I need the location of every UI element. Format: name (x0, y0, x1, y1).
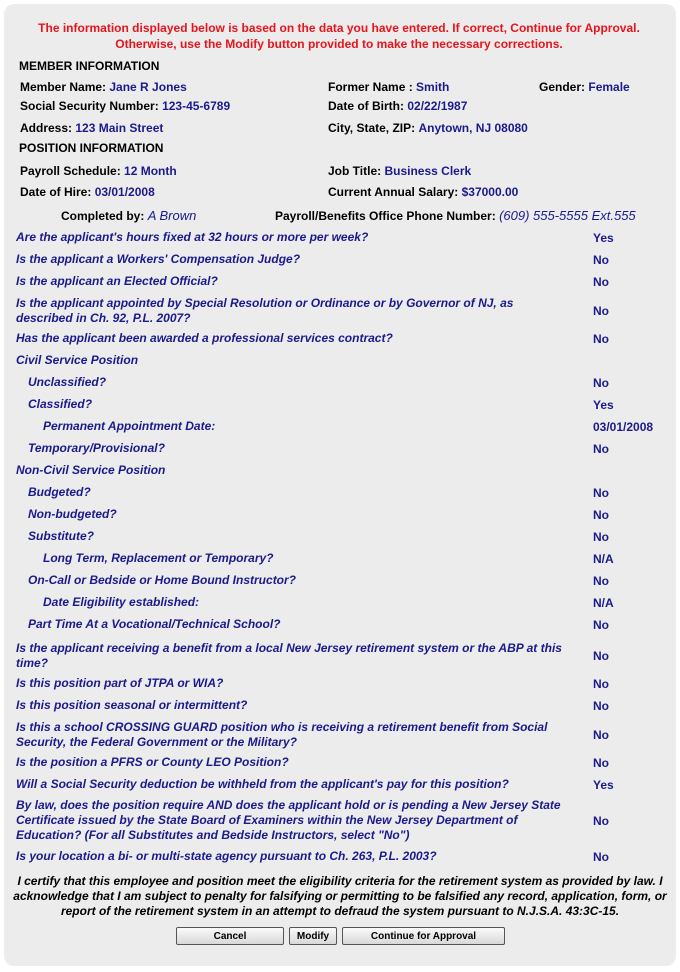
job-title-row (328, 164, 471, 178)
completed-by-value: A Brown (147, 208, 197, 223)
answer-social-security: Yes (593, 778, 614, 792)
question-workers-comp: Is the applicant a Workers' Compensation Judge? (16, 252, 301, 266)
answer-state-certificate: No (593, 814, 609, 828)
certification-text: I certify that this employee and position meet the eligibility criteria for the retirement system as provided by law. I acknowledge that I am subject to penalty for falsifying or permitting to be falsified any record, application, form, or report of the retirement system in an attempt to defraud the system pursuant to N.J.S.A. 43:3C-15. (13, 874, 667, 918)
answer-special-resolution: No (593, 304, 609, 318)
answer-receiving-benefit: No (593, 649, 609, 663)
question-state-certificate: By law, does the position require AND does the applicant hold or is pending a New Jersey State Certificate issued by the State Board of Examiners within the New Jersey Department of Education? (For all Substitutes and Bedside Instructors, select "No") (16, 798, 561, 842)
ssn-value: 123-45-6789 (162, 99, 231, 113)
notice-text: The information displayed below is based on the data you have entered. If correct, Continue for Approval. Otherwise, use the Modify button provided to make the necessary corrections. (38, 21, 640, 51)
address-row (20, 121, 163, 135)
city-label: City, State, ZIP: (328, 121, 416, 135)
answer-classified: Yes (593, 398, 614, 412)
answer-pfrs-leo: No (593, 756, 609, 770)
question-crossing-guard: Is this a school CROSSING GUARD position who is receiving a retirement benefit from Social Security, the Federal Government or the Military? (16, 720, 548, 749)
answer-long-term: N/A (593, 552, 614, 566)
answer-professional-services: No (593, 332, 609, 346)
member-name-label: Member Name: (20, 80, 107, 94)
answer-elected-official: No (593, 275, 609, 289)
non-civil-service-heading: Non-Civil Service Position (16, 463, 166, 477)
question-substitute: Substitute? (28, 529, 94, 543)
answer-hours: Yes (593, 231, 614, 245)
question-seasonal: Is this position seasonal or intermittent? (16, 698, 248, 712)
question-professional-services: Has the applicant been awarded a professional services contract? (16, 331, 393, 345)
salary-label: Current Annual Salary: (328, 185, 459, 199)
address-value: 123 Main Street (75, 121, 164, 135)
former-name-value: Smith (416, 80, 450, 94)
gender-row (539, 80, 630, 94)
member-name-row (20, 80, 187, 94)
answer-crossing-guard: No (593, 728, 609, 742)
answer-unclassified: No (593, 376, 609, 390)
dob-row (328, 99, 467, 113)
member-info-heading: MEMBER INFORMATION (19, 59, 160, 73)
dob-label: Date of Birth: (328, 99, 404, 113)
answer-jtpa-wia: No (593, 677, 609, 691)
job-title-value: Business Clerk (384, 164, 472, 178)
civil-service-heading: Civil Service Position (16, 353, 139, 367)
payroll-row (20, 164, 177, 178)
question-long-term: Long Term, Replacement or Temporary? (43, 551, 274, 565)
answer-multi-state-agency: No (593, 850, 609, 864)
question-pfrs-leo: Is the position a PFRS or County LEO Position? (16, 755, 289, 769)
gender-value: Female (588, 80, 630, 94)
ssn-label: Social Security Number: (20, 99, 159, 113)
completed-by-label: Completed by: (61, 209, 145, 223)
completed-by-row (61, 208, 196, 223)
ssn-row (20, 99, 230, 113)
hire-date-row (20, 185, 155, 199)
hire-date-label: Date of Hire: (20, 185, 92, 199)
question-special-resolution: Is the applicant appointed by Special Resolution or Ordinance or by Governor of NJ, as described in Ch. 92, P.L. 2007? (16, 296, 514, 325)
salary-value: $37000.00 (461, 185, 519, 199)
question-unclassified: Unclassified? (28, 375, 107, 389)
question-non-budgeted: Non-budgeted? (28, 507, 117, 521)
former-name-label: Former Name : (328, 80, 413, 94)
cancel-button[interactable]: Cancel (176, 927, 284, 945)
job-title-label: Job Title: (328, 164, 382, 178)
dob-value: 02/22/1987 (407, 99, 468, 113)
city-row (328, 121, 528, 135)
question-multi-state-agency: Is your location a bi- or multi-state agency pursuant to Ch. 263, P.L. 2003? (16, 849, 437, 863)
position-info-heading: POSITION INFORMATION (19, 141, 164, 155)
answer-permanent-appointment: 03/01/2008 (593, 420, 654, 434)
phone-value: (609) 555-5555 Ext.555 (499, 208, 636, 223)
question-hours: Are the applicant's hours fixed at 32 hours or more per week? (16, 230, 369, 244)
answer-date-eligibility: N/A (593, 596, 614, 610)
continue-for-approval-button[interactable]: Continue for Approval (342, 927, 505, 945)
member-name-value: Jane R Jones (109, 80, 187, 94)
city-value: Anytown, NJ 08080 (418, 121, 528, 135)
answer-temporary-provisional: No (593, 442, 609, 456)
question-on-call: On-Call or Bedside or Home Bound Instructor? (28, 573, 297, 587)
phone-row (275, 208, 636, 223)
salary-row (328, 185, 518, 199)
payroll-label: Payroll Schedule: (20, 164, 121, 178)
question-part-time-vocational: Part Time At a Vocational/Technical School? (28, 617, 281, 631)
gender-label: Gender: (539, 80, 586, 94)
question-jtpa-wia: Is this position part of JTPA or WIA? (16, 676, 224, 690)
question-classified: Classified? (28, 397, 93, 411)
phone-label: Payroll/Benefits Office Phone Number: (275, 209, 496, 223)
answer-on-call: No (593, 574, 609, 588)
answer-non-budgeted: No (593, 508, 609, 522)
question-social-security: Will a Social Security deduction be withheld from the applicant's pay for this position? (16, 777, 509, 791)
answer-part-time-vocational: No (593, 618, 609, 632)
question-permanent-appointment: Permanent Appointment Date: (43, 419, 216, 433)
question-receiving-benefit: Is the applicant receiving a benefit from a local New Jersey retirement system or the ABP at this time? (16, 641, 562, 670)
former-name-row (328, 80, 449, 94)
question-elected-official: Is the applicant an Elected Official? (16, 274, 218, 288)
answer-workers-comp: No (593, 253, 609, 267)
answer-substitute: No (593, 530, 609, 544)
hire-date-value: 03/01/2008 (94, 185, 155, 199)
question-temporary-provisional: Temporary/Provisional? (28, 441, 165, 455)
answer-budgeted: No (593, 486, 609, 500)
question-budgeted: Budgeted? (28, 485, 91, 499)
modify-button[interactable]: Modify (289, 927, 337, 945)
payroll-value: 12 Month (124, 164, 177, 178)
question-date-eligibility: Date Eligibility established: (43, 595, 200, 609)
answer-seasonal: No (593, 699, 609, 713)
address-label: Address: (20, 121, 73, 135)
